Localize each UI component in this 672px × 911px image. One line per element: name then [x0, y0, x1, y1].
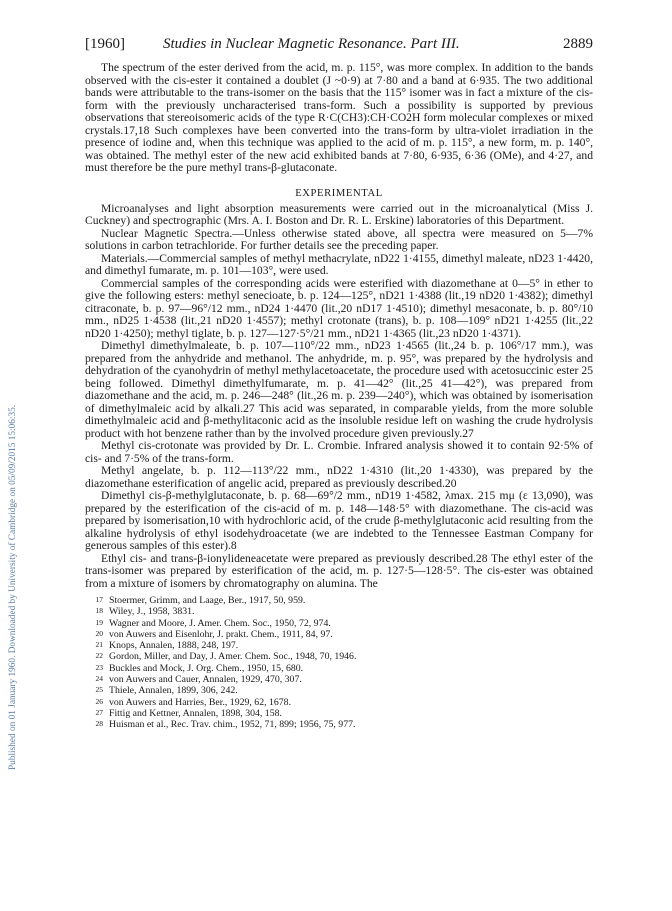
reference-item — [95, 685, 593, 697]
reference-number: 26 — [95, 696, 103, 706]
paragraph-methylglutaconate: Dimethyl cis-β-methylglutaconate, b. p. 68—69°/2 mm., nD19 1·4582, λmax. 215 mμ (ε 13,090), was prepared by the esterification of the cis-acid of m. p. 148—148·5° with diazomethane. The cis-acid was prepared by isomerisation,10 with hydrochloric acid, of the crude β-methylglutaconic acid resulting from the alkaline hydrolysis of ethyl isodehydroacetate (we are indebted to the Tennessee Eastman Company for generous samples of this ester).8 — [85, 489, 593, 552]
running-header — [85, 36, 593, 56]
reference-number: 27 — [95, 707, 103, 717]
paragraph-angelate: Methyl angelate, b. p. 112—113°/22 mm., nD22 1·4310 (lit.,20 1·4330), was prepared by the diazomethane esterification of angelic acid, prepared as previously described.20 — [85, 464, 593, 490]
reference-item — [95, 696, 593, 708]
paragraph-commercial-esters: Commercial samples of the corresponding acids were esterified with diazomethane at 0—5° in ether to give the following esters: methyl senecioate, b. p. 124—125°, nD21 1·4388 (lit.,19 nD20 1·4382); dimethyl citraconate, b. p. 97—96°/12 mm., nD24 1·4470 (lit.,20 nD17 1·4510); dimethyl mesaconate, b. p. 80°/10 mm., nD25 1·4538 (lit.,21 nD20 1·4557); methyl crotonate (trans), b. p. 108—109° nD21 1·4255 (lit.,22 nD20 1·4250); methyl tiglate, b. p. 127—127·5°/21 mm., nD21 1·4365 (lit.,23 nD20 1·4371). — [85, 276, 593, 340]
reference-text: Fittig and Kettner, Annalen, 1898, 304, 158. — [109, 707, 282, 719]
reference-text: Wiley, J., 1958, 3831. — [109, 606, 195, 618]
paragraph-microanalyses: Microanalyses and light absorption measurements were carried out in the microanalytical (Miss J. Cuckney) and spectrographic (Mrs. A. I. Boston and Dr. R. L. Erskine) laboratories of this Department. — [85, 201, 593, 227]
header-title: Studies in Nuclear Magnetic Resonance. Part III. — [163, 36, 460, 52]
paragraph-materials: Materials.—Commercial samples of methyl methacrylate, nD22 1·4155, dimethyl maleate, nD23 1·4420, and dimethyl fumarate, m. p. 101—103°, were used. — [85, 251, 593, 277]
reference-item — [95, 595, 593, 606]
page-number: 2889 — [563, 36, 593, 52]
reference-text: Huisman et al., Rec. Trav. chim., 1952, 71, 899; 1956, 75, 977. — [109, 719, 356, 731]
reference-number: 23 — [95, 662, 103, 672]
reference-list — [85, 595, 593, 731]
reference-number: 28 — [95, 719, 103, 729]
reference-text: Wagner and Moore, J. Amer. Chem. Soc., 1950, 72, 974. — [109, 617, 331, 629]
reference-number: 22 — [95, 651, 103, 661]
reference-item — [95, 640, 593, 652]
section-heading: EXPERIMENTAL — [295, 187, 383, 199]
reference-number: 24 — [95, 674, 103, 684]
publication-side-note — [8, 150, 22, 770]
reference-item — [95, 628, 593, 640]
reference-number: 21 — [95, 640, 103, 650]
paragraph-dimethylmaleate: Dimethyl dimethylmaleate, b. p. 107—110°/22 mm., nD23 1·4565 (lit.,24 b. p. 106°/17 mm.), was prepared from the anhydride and methanol. The anhydride, m. p. 95°, was prepared by the hydrolysis and dehydration of the cyanohydrin of methyl methylacetoacetate, the procedure used with acetosuccinic ester 25 being followed. Dimethyl dimethylfumarate, m. p. 41—42° (lit.,25 41—42°), was prepared from diazomethane and the acid, m. p. 246—248° (lit.,26 m. p. 239—240°), which was obtained by isomerisation of dimethylmaleic acid by alkali.27 This acid was separated, in comparable yields, from the more soluble dimethylmaleic acid and β-methylitaconic acid as the insoluble residue left on washing the crude hydrolysis product with hot benzene rather than by the involved procedure given previously.27 — [85, 339, 593, 440]
reference-number: 25 — [95, 685, 103, 695]
reference-item — [95, 719, 593, 731]
paragraph-cis-crotonate: Methyl cis-crotonate was provided by Dr. L. Crombie. Infrared analysis showed it to contain 92·5% of cis- and 7·5% of the trans-form. — [85, 439, 593, 465]
reference-text: Gordon, Miller, and Day, J. Amer. Chem. Soc., 1948, 70, 1946. — [109, 651, 357, 663]
reference-number: 19 — [95, 617, 103, 627]
reference-item — [95, 674, 593, 686]
reference-text: von Auwers and Eisenlohr, J. prakt. Chem., 1911, 84, 97. — [109, 628, 333, 640]
reference-text: Buckles and Mock, J. Org. Chem., 1950, 15, 680. — [109, 662, 304, 674]
reference-number: 20 — [95, 628, 103, 638]
paragraph-nmr-spectra: Nuclear Magnetic Spectra.—Unless otherwise stated above, all spectra were measured on 5—7% solutions in carbon tetrachloride. For further details see the preceding paper. — [85, 226, 593, 252]
header-year: [1960] — [85, 36, 125, 52]
reference-number: 18 — [95, 606, 103, 616]
reference-text: von Auwers and Harries, Ber., 1929, 62, 1678. — [109, 696, 292, 708]
reference-text: von Auwers and Cauer, Annalen, 1929, 470, 307. — [109, 674, 302, 686]
reference-item — [95, 617, 593, 629]
reference-item — [95, 662, 593, 674]
reference-text: Knops, Annalen, 1888, 248, 197. — [109, 640, 239, 652]
reference-item — [95, 606, 593, 618]
reference-item — [95, 651, 593, 663]
side-note-text: Published on 01 January 1960. Downloaded by University of Cambridge on 05/09/2015 15:06:35. — [8, 404, 18, 770]
paragraph-ionylideneacetate: Ethyl cis- and trans-β-ionylideneacetate were prepared as previously described.28 The ethyl ester of the trans-isomer was prepared by esterification of the acid, m. p. 127·5—128·5°. The cis-ester was obtained from a mixture of isomers by chromatography on alumina. The — [85, 551, 593, 590]
reference-text: Thiele, Annalen, 1899, 306, 242. — [109, 685, 238, 697]
reference-number: 17 — [95, 595, 103, 604]
intro-paragraph: The spectrum of the ester derived from the acid, m. p. 115°, was more complex. In addition to the bands observed with the cis-ester it contained a doublet (J ~0·9) at 7·80 and a band at 6·935. The two additional bands were attributable to the trans-isomer on the basis that the 115° isomer was in fact a mixture of the cis-form with the previously uncharacterised trans-form. Such a possibility is supported by previous observations that stereoisomeric acids of the type R·C(CH3):CH·CO2H form molecular complexes or mixed crystals.17,18 Such complexes have been converted into the trans-form by ultra-violet irradiation in the presence of iodine and, when this technique was applied to the acid of m. p. 115°, a new form, m. p. 140°, was obtained. The methyl ester of the new acid exhibited bands at 7·80, 6·935, 6·36 (OMe), and 4·27, and must therefore be the pure methyl trans-β-glutaconate. — [85, 61, 593, 174]
reference-text: Stoermer, Grimm, and Laage, Ber., 1917, 50, 959. — [109, 595, 306, 606]
reference-item — [95, 707, 593, 719]
journal-page — [85, 36, 593, 731]
